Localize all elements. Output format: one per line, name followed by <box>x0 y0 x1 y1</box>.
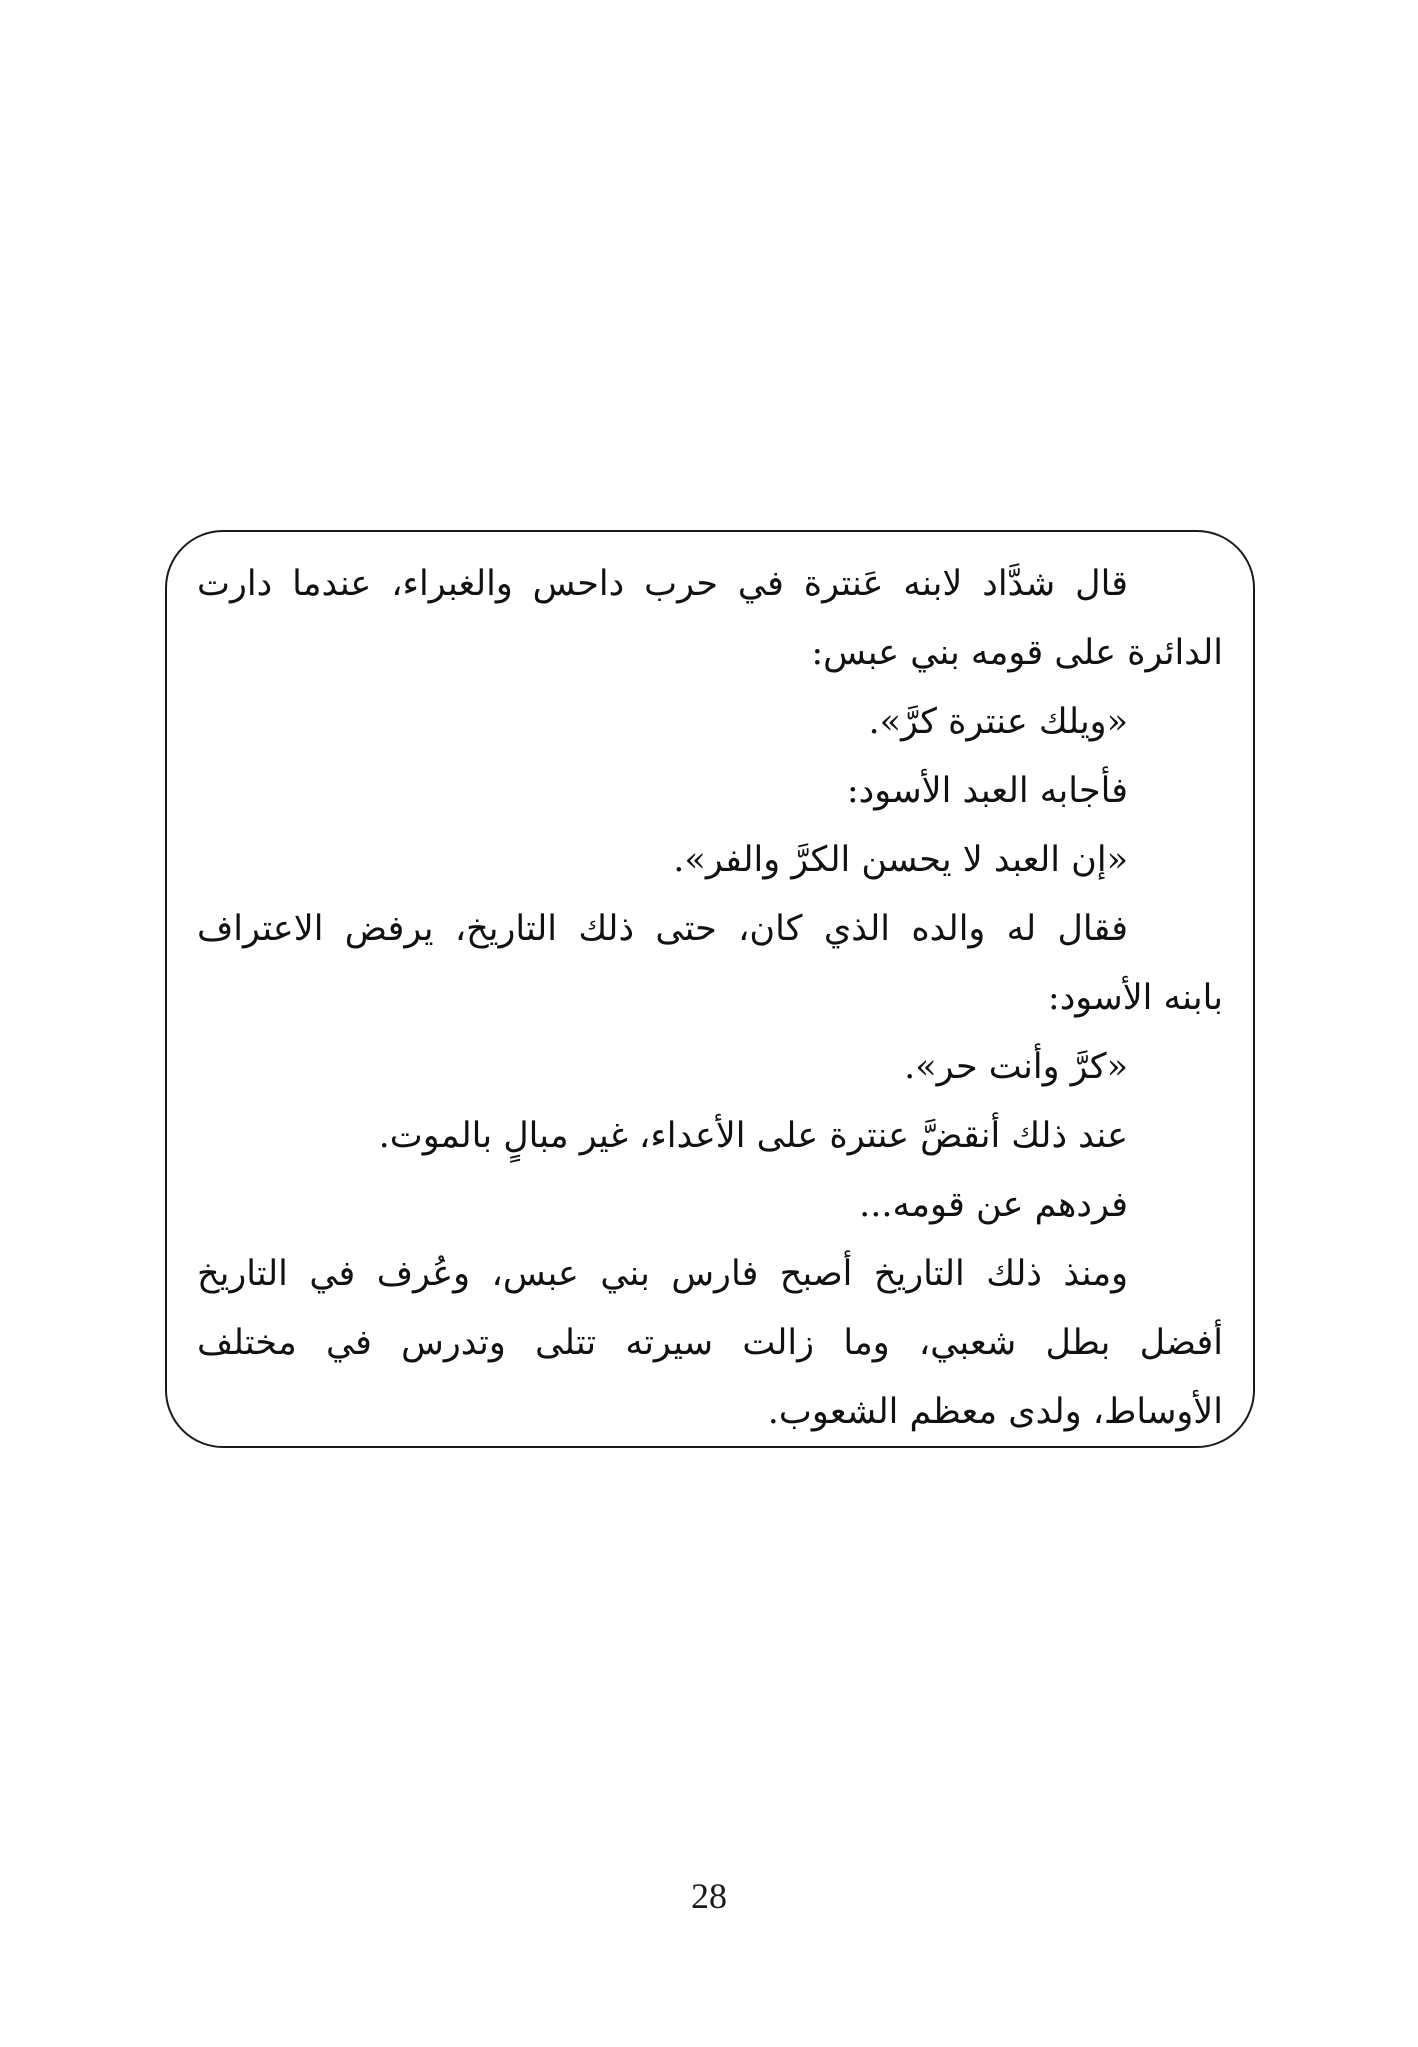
story-text-box <box>165 530 1255 1448</box>
page-number: 28 <box>691 1876 727 1916</box>
text-line-13: الأوساط، ولدى معظم الشعوب. <box>767 1392 1223 1432</box>
text-line-2: الدائرة على قومه بني عبس: <box>811 633 1223 673</box>
text-line-11: ومنذ ذلك التاريخ أصبح فارس بني عبس، وعُرف في التاريخ <box>197 1254 1128 1294</box>
text-line-8-quote: «كرَّ وأنت حر». <box>904 1047 1128 1087</box>
text-line-4: فأجابه العبد الأسود: <box>846 771 1128 811</box>
text-line-12: أفضل بطل شعبي، وما زالت سيرته تتلى وتدرس في مختلف <box>197 1323 1223 1363</box>
text-line-3-quote: «ويلك عنترة كرَّ». <box>868 702 1128 742</box>
text-line-10: فردهم عن قومه... <box>859 1185 1128 1225</box>
text-line-5-quote: «إن العبد لا يحسن الكرَّ والفر». <box>673 840 1128 880</box>
text-line-6: فقال له والده الذي كان، حتى ذلك التاريخ، يرفض الاعتراف <box>197 909 1128 949</box>
text-line-7: بابنه الأسود: <box>1047 978 1223 1018</box>
text-line-9: عند ذلك أنقضَّ عنترة على الأعداء، غير مبالٍ بالموت. <box>378 1116 1128 1156</box>
text-line-1: قال شدَّاد لابنه عَنترة في حرب داحس والغبراء، عندما دارت <box>197 564 1128 604</box>
